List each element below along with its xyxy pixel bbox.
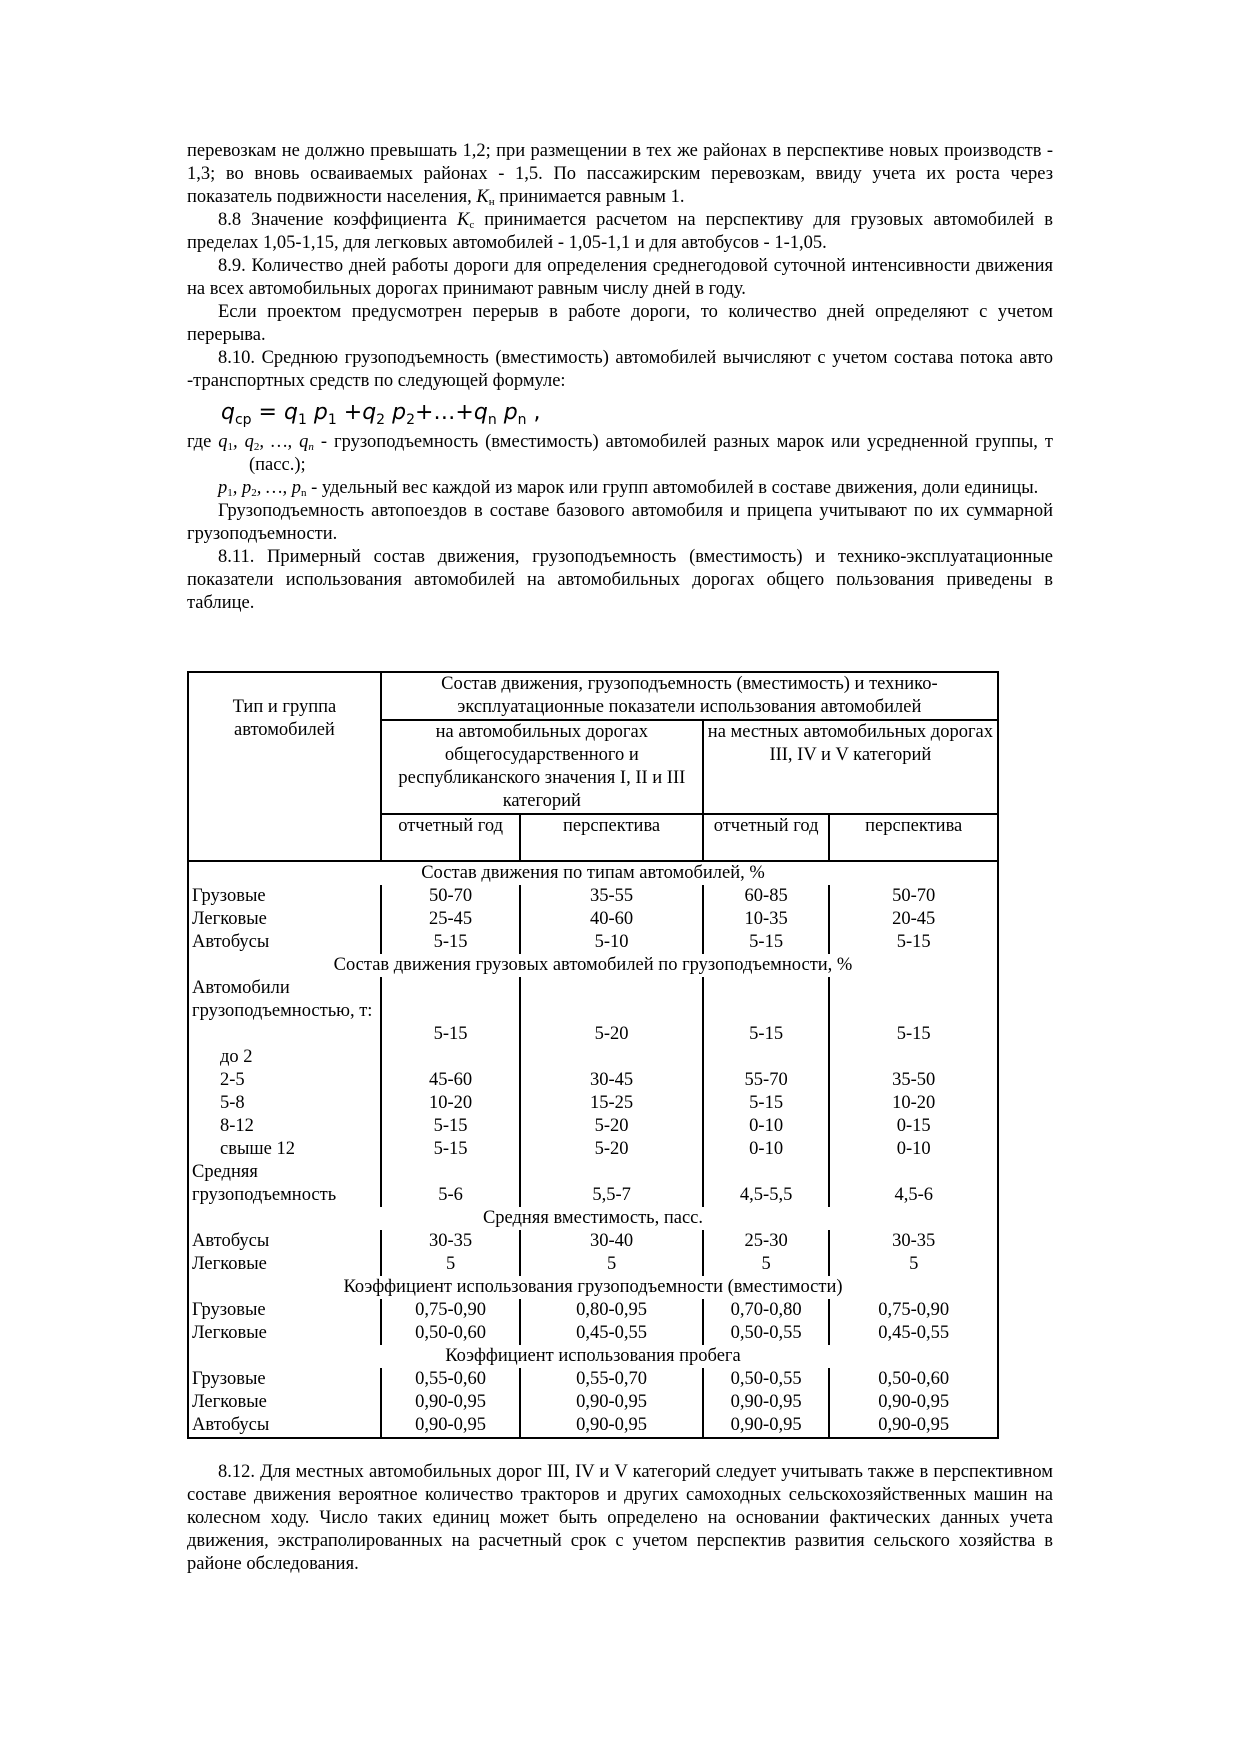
table-cell: Грузовые — [188, 885, 381, 908]
header-perspective-2: перспектива — [829, 814, 998, 861]
section-title: Коэффициент использования пробега — [188, 1345, 998, 1368]
table-cell: 0,90-0,95 — [703, 1391, 830, 1414]
definition-q — [187, 431, 1053, 477]
math-symbol: q — [473, 400, 488, 425]
table-row — [188, 1046, 998, 1069]
table-cell: до 2 — [188, 1046, 381, 1069]
paragraph-continued — [187, 140, 1053, 209]
table-cell: 0,70-0,80 — [703, 1299, 830, 1322]
table-cell: 2-5 — [188, 1069, 381, 1092]
table-cell — [829, 1046, 998, 1069]
header-type-group: Тип и группа автомобилей — [188, 672, 381, 861]
header-main: Состав движения, грузоподъемность (вместимость) и технико-эксплуатационные показатели использования автомобилей — [381, 672, 998, 720]
paragraph-road-trains: Грузоподъемность автопоездов в составе базового автомобиля и прицепа учитывают по их суммарной грузоподъемности. — [187, 501, 1053, 544]
table-row — [188, 1253, 998, 1276]
subscript: 2 — [253, 441, 260, 453]
paragraph-8-12: 8.12. Для местных автомобильных дорог III, IV и V категорий следует учитывать также в перспективном составе движения вероятное количество тракторов и других самоходных сельскохозяйственных машин на колесном ходу. Число таких единиц может быть определено на основании фактических данных учета движения, экстраполированных на расчетный срок с учетом перспектив развития сельского хозяйства в районе обследования. — [187, 1462, 1053, 1574]
subscript: 1 — [227, 487, 233, 499]
table-cell: 5 — [829, 1253, 998, 1276]
table-cell: 4,5-5,5 — [703, 1161, 830, 1207]
subscript: 2 — [376, 412, 386, 428]
math-symbol: , …, p — [256, 478, 301, 498]
table-cell: 5-20 — [520, 1115, 702, 1138]
table-cell: Легковые — [188, 1253, 381, 1276]
table-row — [188, 1115, 998, 1138]
table-cell: Грузовые — [188, 1299, 381, 1322]
table-row — [188, 1161, 998, 1207]
section-title: Коэффициент использования грузоподъемности (вместимости) — [188, 1276, 998, 1299]
table-cell: свыше 12 — [188, 1138, 381, 1161]
subscript: 1 — [227, 441, 234, 453]
subscript: 1 — [327, 412, 337, 428]
subscript: n — [300, 487, 307, 499]
subscript: 2 — [251, 487, 257, 499]
table-row — [188, 1138, 998, 1161]
section-title: Средняя вместимость, пасс. — [188, 1207, 998, 1230]
text-run: 8.8 Значение коэффициента — [218, 210, 457, 230]
table-row — [188, 908, 998, 931]
table-cell: 0,90-0,95 — [381, 1414, 521, 1438]
table-cell: 0,45-0,55 — [520, 1322, 702, 1345]
subscript: 2 — [406, 412, 415, 428]
table-cell: 10-35 — [703, 908, 830, 931]
table-row — [188, 977, 998, 1046]
table-cell: 5-20 — [520, 1138, 702, 1161]
table-cell: 8-12 — [188, 1115, 381, 1138]
table-cell: 5-15 — [829, 977, 998, 1046]
text-run — [188, 1276, 998, 1299]
table-cell: 0,90-0,95 — [381, 1391, 521, 1414]
paragraph-8-10: 8.10. Среднюю грузоподъемность (вместимость) автомобилей вычисляют с учетом состава потока авто -транспортных средств по следующей формуле: — [187, 348, 1053, 391]
subscript: н — [488, 196, 495, 208]
table-cell — [520, 1046, 702, 1069]
table-row — [188, 1368, 998, 1391]
math-symbol: p — [496, 400, 518, 425]
math-symbol: q — [221, 400, 235, 425]
table-cell: 0-15 — [829, 1115, 998, 1138]
table-cell: 0,50-0,60 — [829, 1368, 998, 1391]
table-cell: 0,90-0,95 — [829, 1414, 998, 1438]
table-cell: 5-15 — [381, 1138, 521, 1161]
paragraph-8-11: 8.11. Примерный состав движения, грузоподъемность (вместимость) и технико-эксплуатационные показатели использования автомобилей на автомобильных дорогах общего пользования приведены в таблице. — [187, 547, 1053, 613]
header-report-year-2: отчетный год — [703, 814, 830, 861]
table-row — [188, 1414, 998, 1438]
table-cell — [703, 1046, 830, 1069]
traffic-composition-table — [187, 671, 999, 1439]
text-run: +…+ — [414, 400, 474, 425]
table-cell: 0,55-0,60 — [381, 1368, 521, 1391]
text-run: перевозкам не должно превышать 1,2; при размещении в тех же районах в перспективе новых производств - 1,3; во вновь осваиваемых районах - 1,5. По пассажирским перевозкам, ввиду учета их роста через показатель подвижности населения, — [187, 141, 1053, 207]
text-run: принимается равным 1. — [494, 187, 685, 207]
table-cell: 0-10 — [829, 1138, 998, 1161]
text-run — [188, 672, 998, 720]
text-run — [188, 1345, 998, 1368]
table-cell: 5 — [381, 1253, 521, 1276]
table-cell: Легковые — [188, 1391, 381, 1414]
document-page-text — [187, 140, 1053, 615]
table-cell: 30-35 — [381, 1230, 521, 1253]
table-cell: 5 — [520, 1253, 702, 1276]
math-symbol: , q — [233, 432, 254, 452]
table-cell: 5-10 — [520, 931, 702, 954]
document-tail-text — [187, 1461, 1053, 1576]
table-cell: 45-60 — [381, 1069, 521, 1092]
text-run: - удельный вес каждой из марок или групп автомобилей в составе движения, доли единицы. — [306, 478, 1039, 498]
table-cell: Автобусы — [188, 931, 381, 954]
table-cell: 5-6 — [381, 1161, 521, 1207]
table-cell: Легковые — [188, 908, 381, 931]
table-cell: 5 — [703, 1253, 830, 1276]
table-cell: 5-8 — [188, 1092, 381, 1115]
table-cell: 35-50 — [829, 1069, 998, 1092]
table-cell: 0,50-0,60 — [381, 1322, 521, 1345]
table-cell: 4,5-6 — [829, 1161, 998, 1207]
table-cell: 5,5-7 — [520, 1161, 702, 1207]
math-symbol: q — [362, 400, 377, 425]
table-cell: 0,75-0,90 — [829, 1299, 998, 1322]
table-cell: 0,90-0,95 — [520, 1391, 702, 1414]
table-row — [188, 1230, 998, 1253]
table-cell: 30-45 — [520, 1069, 702, 1092]
symbol-k: K — [456, 210, 470, 230]
table-cell: 5-15 — [381, 977, 521, 1046]
section-title: Состав движения по типам автомобилей, % — [188, 861, 998, 885]
table-cell: Автобусы — [188, 1414, 381, 1438]
table-cell: 20-45 — [829, 908, 998, 931]
text-run: принимается расчетом на перспективу для грузовых автомобилей в пределах 1,05-1,15, для легковых автомобилей - 1,05-1,1 и для автобусов - 1-1,05. — [187, 210, 1053, 253]
subscript: с — [469, 219, 475, 231]
math-symbol: n — [308, 441, 314, 453]
header-report-year-1: отчетный год — [381, 814, 521, 861]
section-title: Состав движения грузовых автомобилей по грузоподъемности, % — [188, 954, 998, 977]
subscript: 1 — [297, 412, 307, 428]
table-cell: 0,50-0,55 — [703, 1368, 830, 1391]
table-row — [188, 1299, 998, 1322]
text-run — [188, 1207, 998, 1230]
header-group-national-roads: на автомобильных дорогах общегосударственного и республиканского значения I, II и III категорий — [381, 720, 703, 814]
table-cell: 0,50-0,55 — [703, 1322, 830, 1345]
table-cell: 50-70 — [829, 885, 998, 908]
table-cell: 35-55 — [520, 885, 702, 908]
table-cell: 0,90-0,95 — [829, 1391, 998, 1414]
table-row — [188, 931, 998, 954]
table-row — [188, 885, 998, 908]
table-cell: 25-30 — [703, 1230, 830, 1253]
table-row — [188, 1092, 998, 1115]
text-run: где — [187, 432, 219, 452]
subscript: ср — [234, 412, 252, 428]
formula-average-capacity — [187, 397, 1053, 429]
table-cell: 10-20 — [381, 1092, 521, 1115]
definition-p — [187, 477, 1053, 500]
math-symbol: q — [283, 400, 298, 425]
table-cell: 40-60 — [520, 908, 702, 931]
table-cell: 0,80-0,95 — [520, 1299, 702, 1322]
math-symbol: p — [306, 400, 328, 425]
table-cell: 15-25 — [520, 1092, 702, 1115]
table-cell: 0,75-0,90 — [381, 1299, 521, 1322]
table-row — [188, 1322, 998, 1345]
table-cell: 30-40 — [520, 1230, 702, 1253]
table-cell: 5-20 — [520, 977, 702, 1046]
subscript: n — [487, 412, 497, 428]
math-symbol: q — [218, 432, 228, 452]
table-cell: 0,90-0,95 — [520, 1414, 702, 1438]
text-run: + — [336, 400, 363, 425]
paragraph-8-8 — [187, 209, 1053, 255]
text-run — [188, 861, 998, 885]
table-cell: Автобусы — [188, 1230, 381, 1253]
table-cell: 25-45 — [381, 908, 521, 931]
text-run — [188, 954, 998, 977]
table-cell — [381, 1046, 521, 1069]
table-cell: 5-15 — [703, 931, 830, 954]
table-cell: 55-70 — [703, 1069, 830, 1092]
table-cell: 0-10 — [703, 1115, 830, 1138]
table-row — [188, 1069, 998, 1092]
table-cell: 5-15 — [703, 1092, 830, 1115]
table-cell: Средняя грузоподъемность — [188, 1161, 381, 1207]
header-perspective-1: перспектива — [520, 814, 702, 861]
text-run: - грузоподъемность (вместимость) автомобилей разных марок или усредненной группы, т (пасс.); — [249, 432, 1054, 475]
table-cell: 50-70 — [381, 885, 521, 908]
table-cell: 0,45-0,55 — [829, 1322, 998, 1345]
text-run: , — [526, 400, 541, 425]
table-cell: 0-10 — [703, 1138, 830, 1161]
math-symbol: p — [385, 400, 407, 425]
symbol-k: K — [476, 187, 489, 207]
table-cell: 0,55-0,70 — [520, 1368, 702, 1391]
table-cell: Легковые — [188, 1322, 381, 1345]
table-cell: 10-20 — [829, 1092, 998, 1115]
table-cell: 5-15 — [829, 931, 998, 954]
math-symbol: , p — [232, 478, 252, 498]
subscript: n — [517, 412, 527, 428]
table-cell: 30-35 — [829, 1230, 998, 1253]
text-run: = — [251, 400, 284, 425]
table-cell: 5-15 — [381, 931, 521, 954]
table-cell: 0,90-0,95 — [703, 1414, 830, 1438]
table-cell: 5-15 — [703, 977, 830, 1046]
paragraph-interruption: Если проектом предусмотрен перерыв в работе дороги, то количество дней определяют с учетом перерыва. — [187, 302, 1053, 345]
table-cell: 60-85 — [703, 885, 830, 908]
table-cell: Автомобили грузоподъемностью, т: — [188, 977, 381, 1046]
table-cell: 5-15 — [381, 1115, 521, 1138]
table-row — [188, 1391, 998, 1414]
header-group-local-roads: на местных автомобильных дорогах III, IV и V категорий — [703, 720, 998, 814]
math-symbol: p — [218, 478, 228, 498]
paragraph-8-9: 8.9. Количество дней работы дороги для определения среднегодовой суточной интенсивности движения на всех автомобильных дорогах принимают равным числу дней в году. — [187, 256, 1053, 299]
table-cell: Грузовые — [188, 1368, 381, 1391]
math-symbol: , …, q — [259, 432, 309, 452]
